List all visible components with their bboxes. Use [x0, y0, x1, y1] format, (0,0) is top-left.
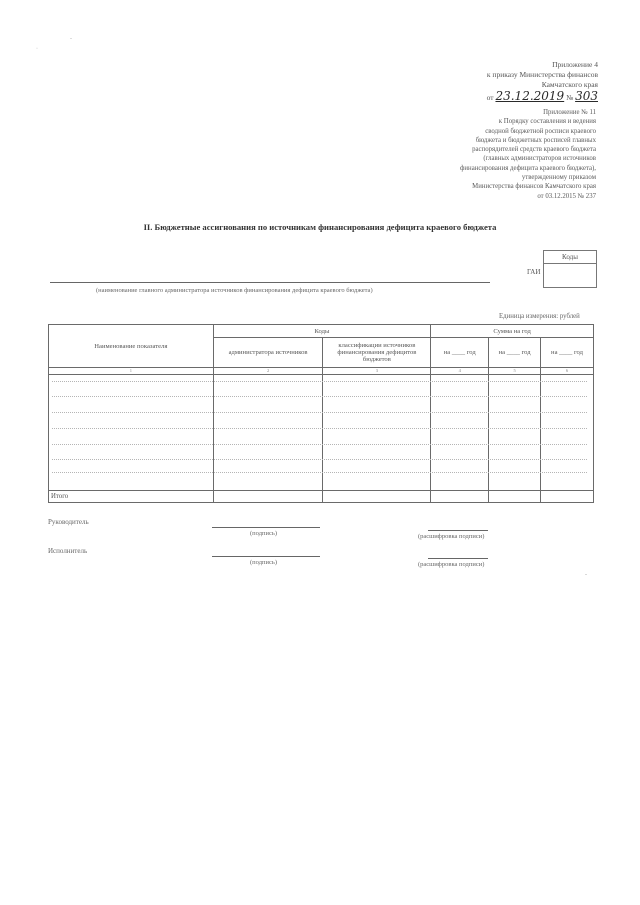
total-cell — [323, 491, 431, 503]
administrator-name-line — [50, 282, 490, 283]
scan-mark: · — [36, 46, 38, 52]
data-cell[interactable] — [541, 375, 594, 491]
appendix-11-line: утвержденному приказом — [521, 174, 596, 182]
scan-mark: ˉ — [70, 38, 72, 44]
header-sum: Сумма на год — [431, 325, 594, 338]
guide-line — [52, 381, 587, 382]
executor-signature-line[interactable] — [212, 556, 320, 557]
data-cell[interactable] — [213, 375, 323, 491]
total-cell — [431, 491, 489, 503]
head-decoding-line[interactable] — [428, 530, 488, 531]
header-classification: классификации источников финансирования дефицитов бюджетов — [323, 338, 431, 368]
appendix-11-line: к Порядку составления и ведения — [498, 118, 596, 126]
column-number: 6 — [541, 368, 594, 375]
appendix-4-region: Камчатского края — [541, 80, 598, 89]
head-decoding-caption: (расшифровка подписи) — [418, 533, 485, 540]
codes-header: Коды — [544, 251, 596, 264]
header-codes: Коды — [213, 325, 431, 338]
handwritten-number: 303 — [575, 89, 598, 103]
appendix-11-line: финансирования дефицита краевого бюджета), — [460, 164, 596, 172]
appendix-11-line: бюджета и бюджетных росписей главных — [475, 136, 596, 144]
appendix-11-line: Министерства финансов Камчатского края — [472, 183, 596, 191]
appendix-4-date-line — [487, 91, 598, 103]
guide-line — [52, 428, 587, 429]
document-title: II. Бюджетные ассигнования по источникам финансирования дефицита краевого бюджета — [143, 222, 497, 232]
scan-mark: - — [585, 572, 587, 578]
total-cell — [541, 491, 594, 503]
appendix-11-line: сводной бюджетной росписи краевого — [485, 127, 596, 135]
guide-line — [52, 472, 587, 473]
appendix-11-line: (главных администраторов источников — [483, 155, 596, 163]
appendix-11-line: Приложение № 11 — [543, 109, 596, 116]
header-year-1: на ____ год — [431, 338, 489, 368]
column-number: 2 — [213, 368, 323, 375]
column-number: 1 — [49, 368, 214, 375]
executor-label: Исполнитель — [48, 547, 88, 555]
appendix-4-header — [487, 60, 598, 103]
administrator-name-caption: (наименование главного администратора источников финансирования дефицита краевого бюджета) — [96, 287, 373, 294]
header-year-2: на ____ год — [489, 338, 541, 368]
head-signature-line[interactable] — [212, 527, 320, 528]
head-label: Руководитель — [48, 518, 89, 526]
header-admin: администратора источников — [213, 338, 323, 368]
executor-decoding-line[interactable] — [428, 558, 488, 559]
appendix-11-line: от 03.12.2015 № 237 — [537, 192, 596, 200]
column-number: 4 — [431, 368, 489, 375]
appendix-11-line: распорядителей средств краевого бюджета — [472, 146, 596, 154]
header-year-3: на ____ год — [541, 338, 594, 368]
guide-line — [52, 459, 587, 460]
data-cell[interactable] — [489, 375, 541, 491]
glav-label: ГАИ — [527, 268, 541, 276]
column-number: 3 — [323, 368, 431, 375]
handwritten-date: 23.12.2019 — [495, 89, 565, 103]
number-prefix: № — [566, 93, 574, 102]
data-cell[interactable] — [49, 375, 214, 491]
guide-line — [52, 412, 587, 413]
head-signature-caption: (подпись) — [250, 530, 277, 537]
column-number: 5 — [489, 368, 541, 375]
executor-signature-caption: (подпись) — [250, 559, 277, 566]
header-indicator: Наименование показателя — [49, 325, 214, 368]
codes-box — [543, 250, 597, 288]
appendix-4-title: Приложение 4 — [552, 60, 598, 69]
unit-label: Единица измерения: рублей — [499, 313, 580, 320]
date-prefix: от — [486, 93, 494, 102]
appendix-4-order: к приказу Министерства финансов — [486, 70, 598, 79]
allocations-table — [48, 324, 594, 503]
total-label: Итого — [49, 491, 214, 503]
data-cell[interactable] — [323, 375, 431, 491]
appendix-11-header — [460, 108, 596, 201]
total-cell — [213, 491, 323, 503]
executor-decoding-caption: (расшифровка подписи) — [418, 561, 485, 568]
data-cell[interactable] — [431, 375, 489, 491]
total-cell — [489, 491, 541, 503]
guide-line — [52, 396, 587, 397]
guide-line — [52, 444, 587, 445]
